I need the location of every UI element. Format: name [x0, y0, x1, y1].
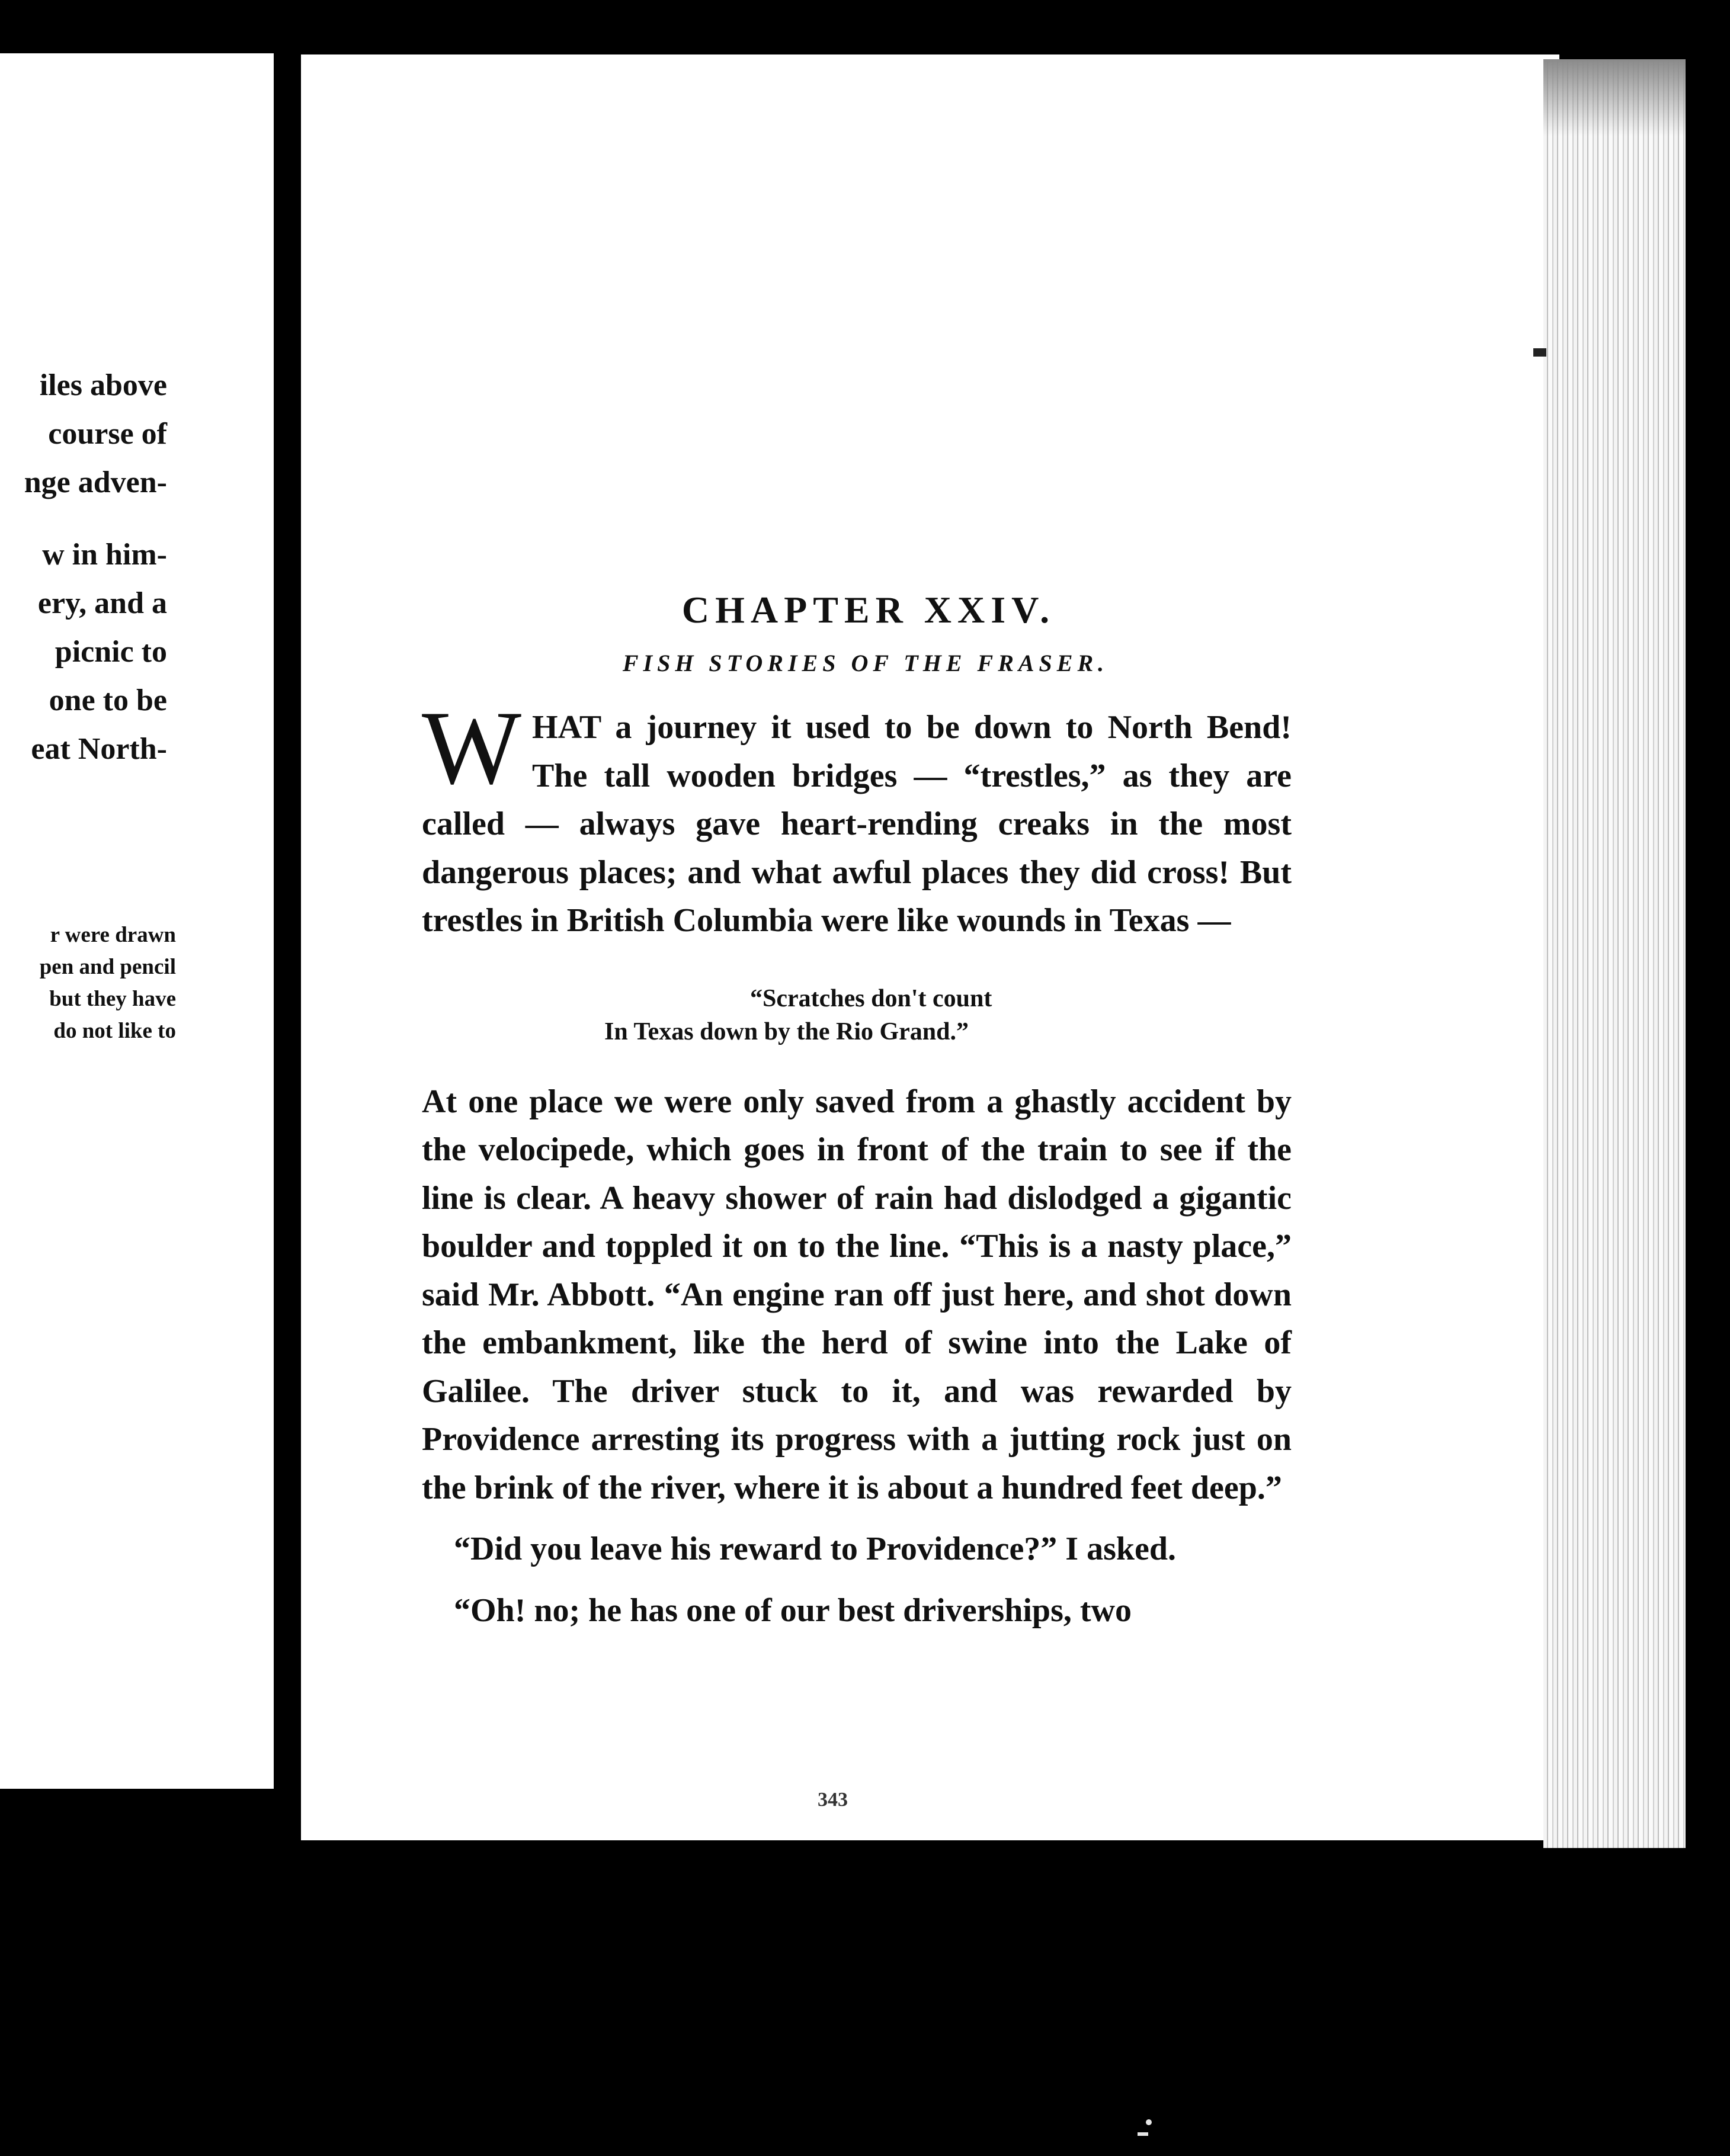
left-footnote-line: do not like to	[53, 1019, 176, 1043]
left-body-line: iles above	[39, 368, 167, 402]
drop-cap: W	[422, 689, 522, 806]
page-edge-mark	[1533, 348, 1546, 357]
left-body-line: eat North-	[31, 732, 167, 766]
left-footnote-line: but they have	[49, 987, 176, 1011]
page-number: 343	[818, 1789, 848, 1811]
page-edges	[1543, 59, 1686, 1848]
paragraph-opening	[422, 689, 1292, 945]
left-body-line: ery, and a	[37, 586, 167, 620]
paragraph-opening-text: HAT a journey it used to be down to North Bend! The tall wooden bridges — “trestles,” as they are called — always gave heart-rending creaks in the most dangerous places; and what awful places they did cross! But trestles in British Columbia were like wounds in Texas —	[422, 709, 1292, 939]
chapter-subtitle: FISH STORIES OF THE FRASER.	[622, 650, 1109, 676]
left-page-body-text	[0, 361, 167, 774]
left-page-footnote	[0, 919, 176, 1047]
paragraph-gap	[0, 507, 167, 531]
verse-quote	[422, 982, 1292, 1048]
left-page	[0, 53, 274, 1789]
left-footnote-line: r were drawn	[50, 923, 176, 947]
scan-speck	[1138, 2132, 1148, 2136]
left-footnote-line: pen and pencil	[39, 955, 176, 979]
scan-speck	[1146, 2119, 1152, 2125]
paragraph-question: “Did you leave his reward to Providence?” I asked.	[454, 1531, 1177, 1567]
chapter-title: CHAPTER XXIV.	[681, 589, 1056, 631]
quote-line: In Texas down by the Rio Grand.”	[604, 1018, 969, 1045]
right-page-text-column	[422, 586, 1292, 1635]
left-body-line: nge adven-	[24, 466, 167, 499]
paragraph-accident: At one place we were only saved from a ghastly accident by the velocipede, which goes in front of the train to see if the line is clear. A heavy shower of rain had dislodged a gigantic boulder and toppled it on to the line. “This is a nasty place,” said Mr. Abbott. “An engine ran off just here, and shot down the embankment, like the herd of swine into the Lake of Galilee. The driver stuck to it, and was rewarded by Providence arresting its progress with a jutting rock just on the brink of the river, where it is about a hundred feet deep.”	[422, 1083, 1292, 1506]
left-body-line: one to be	[49, 684, 167, 717]
left-body-line: w in him-	[42, 538, 167, 572]
left-body-line: course of	[48, 417, 167, 451]
left-body-line: picnic to	[55, 635, 167, 669]
book-spine-gutter	[274, 53, 300, 1807]
quote-line: “Scratches don't count	[750, 984, 992, 1012]
paragraph-answer: “Oh! no; he has one of our best driverships, two	[454, 1592, 1132, 1629]
